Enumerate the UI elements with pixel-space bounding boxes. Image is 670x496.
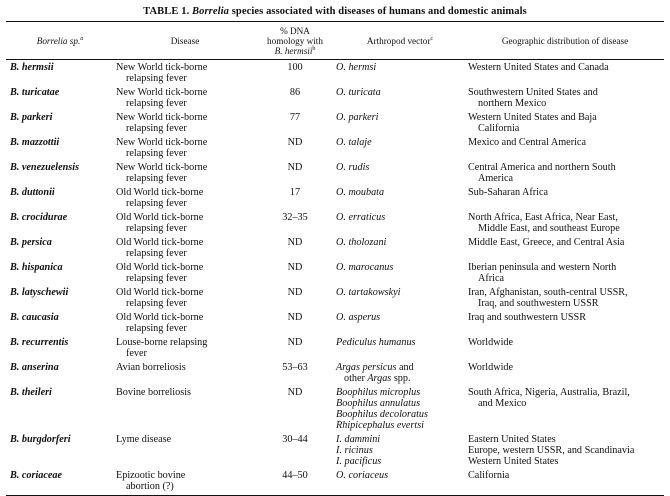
table-row [6, 260, 664, 285]
disease-cell [114, 135, 256, 160]
table-row [6, 160, 664, 185]
species-cell: B. latyschewii [10, 287, 69, 298]
vector-line: O. tartakowskyi [336, 287, 401, 298]
table-row [6, 60, 664, 86]
vector-line: O. hermsi [336, 62, 377, 73]
vector-line: O. coriaceus [336, 470, 389, 481]
disease-cell [114, 185, 256, 210]
geo-line: Middle East, Greece, and Central Asia [468, 237, 625, 248]
vector-cell [334, 85, 466, 110]
disease-cell [114, 210, 256, 235]
disease-line: relapsing fever [126, 273, 187, 284]
table-row [6, 385, 664, 432]
header-geo: Geographic distribution of disease [466, 22, 664, 60]
geo-cell [466, 60, 664, 86]
disease-line: Louse-borne relapsing [116, 337, 208, 348]
geo-line: North Africa, East Africa, Near East, [468, 212, 618, 223]
disease-line: New World tick-borne [116, 112, 208, 123]
table-number: TABLE 1. [143, 6, 190, 17]
geo-cell [466, 335, 664, 360]
vector-cell [334, 235, 466, 260]
geo-line: Mexico and Central America [468, 137, 586, 148]
geo-line: Worldwide [468, 362, 514, 373]
disease-cell [114, 468, 256, 495]
table-row [6, 468, 664, 495]
geo-line: Western United States [468, 456, 559, 467]
geo-line: Iran, Afghanistan, south-central USSR, [468, 287, 628, 298]
disease-line: Avian borreliosis [116, 362, 186, 373]
table-row [6, 310, 664, 335]
disease-line: relapsing fever [126, 98, 187, 109]
species-cell: B. mazzottii [10, 137, 60, 148]
vector-cell [334, 135, 466, 160]
disease-cell [114, 360, 256, 385]
table-row [6, 360, 664, 385]
table-row [6, 110, 664, 135]
borrelia-table [6, 22, 664, 495]
geo-line: America [478, 173, 514, 184]
homology-cell: 53–63 [282, 362, 308, 373]
vector-cell [334, 385, 466, 432]
vector-line: Argas persicus and [336, 362, 414, 373]
homology-cell: ND [287, 137, 303, 148]
vector-line: I. pacificus [336, 456, 382, 467]
table-row [6, 185, 664, 210]
disease-cell [114, 335, 256, 360]
header-species: Borrelia sp.$^a$ [6, 22, 114, 60]
homology-cell: ND [287, 387, 303, 398]
disease-line: New World tick-borne [116, 87, 208, 98]
homology-cell: ND [287, 287, 303, 298]
species-cell: B. recurrentis [10, 337, 69, 348]
geo-cell [466, 210, 664, 235]
vector-line: Boophilus annulatus [336, 398, 421, 409]
table-row [6, 235, 664, 260]
homology-cell: 77 [289, 112, 301, 123]
geo-cell [466, 260, 664, 285]
geo-cell [466, 285, 664, 310]
header-row [6, 22, 664, 60]
vector-line: O. tholozani [336, 237, 387, 248]
species-cell: B. hispanica [10, 262, 63, 273]
vector-line: I. dammini [336, 434, 381, 445]
vector-line: Rhipicephalus evertsi [336, 420, 424, 431]
geo-line: Eastern United States [468, 434, 556, 445]
disease-cell [114, 432, 256, 468]
homology-cell: 86 [289, 87, 301, 98]
disease-cell [114, 385, 256, 432]
geo-cell [466, 85, 664, 110]
geo-line: Southwestern United States and [468, 87, 598, 98]
geo-line: Worldwide [468, 337, 514, 348]
vector-line: O. marocanus [336, 262, 394, 273]
disease-line: Old World tick-borne [116, 262, 204, 273]
table-row [6, 135, 664, 160]
geo-line: Middle East, and southeast Europe [478, 223, 620, 234]
disease-line: Old World tick-borne [116, 237, 204, 248]
disease-line: Epizootic bovine [116, 470, 186, 481]
vector-line: O. moubata [336, 187, 385, 198]
vector-cell [334, 210, 466, 235]
disease-line: relapsing fever [126, 73, 187, 84]
disease-cell [114, 310, 256, 335]
disease-cell [114, 160, 256, 185]
species-cell: B. anserina [10, 362, 59, 373]
header-vector: Arthropod vector$^c$ [334, 22, 466, 60]
species-cell: B. duttonii [10, 187, 55, 198]
geo-cell [466, 468, 664, 495]
vector-line: O. talaje [336, 137, 372, 148]
disease-line: relapsing fever [126, 173, 187, 184]
header-homology: % DNA homology with B. hermsii$^b$ [256, 22, 334, 60]
disease-line: relapsing fever [126, 148, 187, 159]
disease-line: Old World tick-borne [116, 312, 204, 323]
species-cell: B. parkeri [10, 112, 53, 123]
disease-cell [114, 260, 256, 285]
disease-cell [114, 285, 256, 310]
species-cell: B. caucasia [10, 312, 59, 323]
table-row [6, 285, 664, 310]
disease-line: abortion (?) [126, 481, 174, 492]
homology-cell: ND [287, 312, 303, 323]
vector-cell [334, 360, 466, 385]
disease-line: Bovine borreliosis [116, 387, 191, 398]
table-row [6, 432, 664, 468]
vector-line: Pediculus humanus [336, 337, 416, 348]
homology-cell: 30–44 [282, 434, 308, 445]
geo-line: Iberian peninsula and western North [468, 262, 617, 273]
disease-line: Old World tick-borne [116, 187, 204, 198]
disease-line: relapsing fever [126, 223, 187, 234]
table-title [6, 4, 664, 20]
geo-cell [466, 160, 664, 185]
table-body [6, 60, 664, 496]
geo-line: Sub-Saharan Africa [468, 187, 549, 198]
vector-cell [334, 432, 466, 468]
vector-cell [334, 335, 466, 360]
disease-line: New World tick-borne [116, 137, 208, 148]
homology-cell: 32–35 [282, 212, 308, 223]
species-cell: B. persica [10, 237, 52, 248]
disease-line: relapsing fever [126, 323, 187, 334]
geo-cell [466, 185, 664, 210]
disease-line: Old World tick-borne [116, 287, 204, 298]
species-cell: B. theileri [10, 387, 52, 398]
vector-cell [334, 468, 466, 495]
geo-line: South Africa, Nigeria, Australia, Brazil, [468, 387, 630, 398]
geo-line: Western United States and Canada [468, 62, 609, 73]
table-row [6, 85, 664, 110]
vector-line: Boophilus microplus [336, 387, 421, 398]
disease-cell [114, 85, 256, 110]
species-cell: B. crocidurae [10, 212, 68, 223]
disease-line: fever [126, 348, 147, 359]
disease-line: relapsing fever [126, 248, 187, 259]
disease-cell [114, 235, 256, 260]
geo-cell [466, 360, 664, 385]
table-row [6, 335, 664, 360]
disease-line: New World tick-borne [116, 162, 208, 173]
vector-cell [334, 160, 466, 185]
vector-line: O. erraticus [336, 212, 386, 223]
vector-line: other Argas spp. [344, 373, 411, 384]
geo-line: California [478, 123, 520, 134]
vector-line: O. asperus [336, 312, 381, 323]
geo-cell [466, 235, 664, 260]
homology-cell: 100 [287, 62, 303, 73]
header-disease: Disease [114, 22, 256, 60]
geo-line: California [468, 470, 510, 481]
geo-cell [466, 110, 664, 135]
homology-cell: ND [287, 337, 303, 348]
vector-line: O. turicata [336, 87, 381, 98]
geo-line: Europe, western USSR, and Scandinavia [468, 445, 635, 456]
vector-cell [334, 185, 466, 210]
homology-cell: 17 [289, 187, 301, 198]
disease-line: New World tick-borne [116, 62, 208, 73]
homology-cell: ND [287, 162, 303, 173]
vector-cell [334, 310, 466, 335]
homology-cell: 44–50 [282, 470, 308, 481]
vector-cell [334, 285, 466, 310]
vector-line: Boophilus decoloratus [336, 409, 428, 420]
disease-cell [114, 110, 256, 135]
geo-line: Africa [478, 273, 505, 284]
disease-line: relapsing fever [126, 123, 187, 134]
disease-line: Old World tick-borne [116, 212, 204, 223]
geo-cell [466, 310, 664, 335]
geo-cell [466, 385, 664, 432]
geo-line: northern Mexico [478, 98, 547, 109]
geo-line: Iraq, and southwestern USSR [478, 298, 599, 309]
species-cell: B. coriaceae [10, 470, 63, 481]
homology-cell: ND [287, 262, 303, 273]
vector-cell [334, 110, 466, 135]
vector-cell [334, 260, 466, 285]
vector-line: O. parkeri [336, 112, 379, 123]
table-row [6, 210, 664, 235]
species-cell: B. burgdorferi [10, 434, 71, 445]
species-cell: B. venezuelensis [10, 162, 80, 173]
geo-line: Western United States and Baja [468, 112, 597, 123]
disease-line: relapsing fever [126, 198, 187, 209]
homology-cell: ND [287, 237, 303, 248]
vector-line: O. rudis [336, 162, 370, 173]
geo-line: Central America and northern South [468, 162, 616, 173]
species-cell: B. turicatae [10, 87, 60, 98]
geo-cell [466, 432, 664, 468]
disease-line: relapsing fever [126, 298, 187, 309]
vector-cell [334, 60, 466, 86]
geo-line: Iraq and southwestern USSR [468, 312, 586, 323]
disease-cell [114, 60, 256, 86]
geo-line: and Mexico [478, 398, 527, 409]
table-title-rest: species associated with diseases of humans and domestic animals [231, 6, 527, 17]
vector-line: I. ricinus [336, 445, 373, 456]
geo-cell [466, 135, 664, 160]
disease-line: Lyme disease [116, 434, 172, 445]
species-cell: B. hermsii [10, 62, 54, 73]
table-title-genus: Borrelia [192, 6, 230, 17]
